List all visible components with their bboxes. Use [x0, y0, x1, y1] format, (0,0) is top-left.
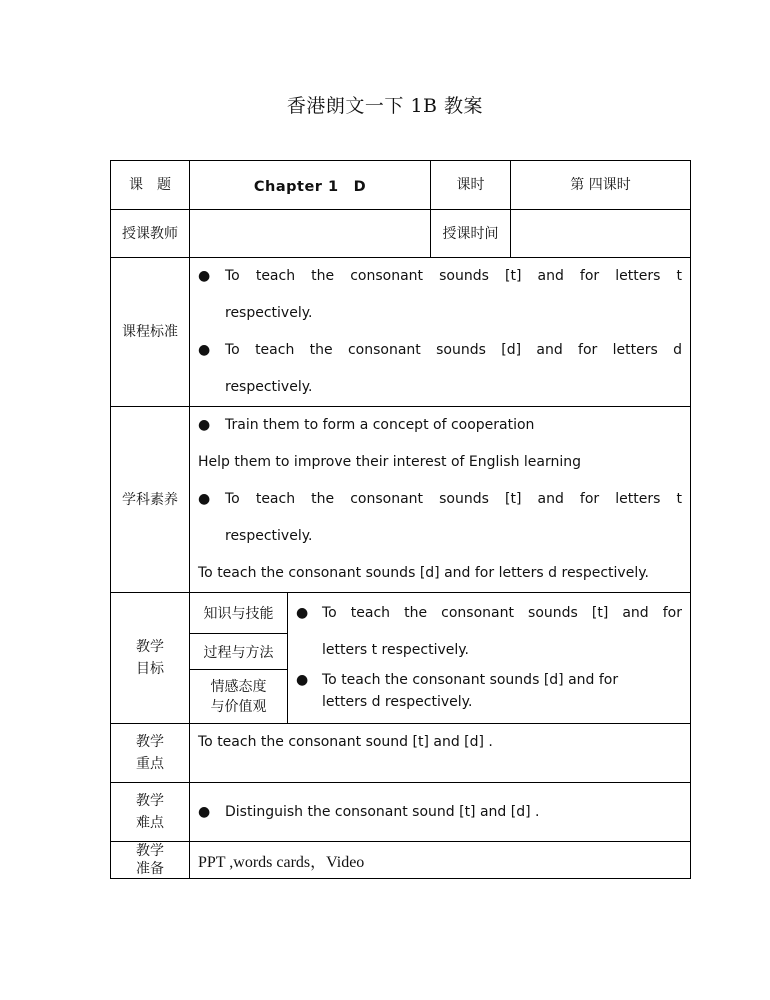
difficulties-label-line2: 难点 [136, 815, 164, 831]
hours-label: 课时 [431, 161, 511, 210]
goals-content [288, 593, 691, 724]
goal-attitude-label [190, 670, 287, 723]
standard-content [190, 258, 691, 407]
bullet-icon: ● [198, 491, 211, 507]
goal-bullet [296, 669, 682, 713]
goals-sub-labels [190, 593, 288, 724]
goals-label [111, 593, 190, 724]
literacy-label: 学科素养 [111, 407, 190, 593]
goal-attitude-label-line1: 情感态度 [210, 678, 267, 695]
topic-value: Chapter 1 D [190, 161, 431, 210]
difficulties-label [111, 783, 190, 842]
teacher-label: 授课教师 [111, 210, 190, 258]
difficulties-value: Distinguish the consonant sound [t] and [d] . [225, 804, 540, 820]
difficulties-content [190, 783, 691, 842]
time-value [511, 210, 691, 258]
goals-label-line2: 目标 [136, 661, 164, 677]
goal-bullet-1-line2: letters t respectively. [322, 642, 469, 658]
prep-label-line1: 教学 [136, 843, 164, 859]
difficulties-label-line1: 教学 [136, 793, 164, 809]
goal-bullet-1-line1: To teach the consonant sounds [t] and for [322, 605, 682, 621]
bullet-icon: ● [198, 268, 211, 284]
literacy-row [111, 407, 691, 593]
literacy-bullet [198, 407, 682, 444]
prep-label [111, 842, 190, 879]
literacy-content [190, 407, 691, 593]
document-title: 香港朗文一下 1B 教案 [286, 95, 484, 117]
key-points-label-line1: 教学 [136, 734, 164, 750]
bullet-icon: ● [296, 605, 309, 621]
standard-label: 课程标准 [111, 258, 190, 407]
goal-bullet [296, 595, 682, 669]
goals-row [111, 593, 691, 724]
standard-row [111, 258, 691, 407]
key-points-row [111, 724, 691, 783]
standard-bullet-2-line2: respectively. [225, 379, 313, 395]
key-points-label-line2: 重点 [136, 756, 164, 772]
teacher-row [111, 210, 691, 258]
goal-attitude-label-line2: 与价值观 [210, 698, 267, 715]
literacy-bullet-2-line2: respectively. [225, 528, 313, 544]
standard-bullet-1-line1: To teach the consonant sounds [t] and for letters t [225, 268, 682, 284]
difficulties-row [111, 783, 691, 842]
literacy-bullet-2-line1: To teach the consonant sounds [t] and for letters t [225, 491, 682, 507]
literacy-bullet [198, 481, 682, 555]
standard-bullet [198, 258, 682, 332]
topic-label: 课 题 [111, 161, 190, 210]
bullet-icon: ● [296, 672, 309, 688]
goal-process-label: 过程与方法 [190, 634, 287, 670]
goals-label-line1: 教学 [136, 639, 164, 655]
prep-value: PPT ,words cards，Video [190, 842, 691, 879]
lesson-plan-table [110, 160, 691, 879]
bullet-icon: ● [198, 342, 211, 358]
key-points-value: To teach the consonant sound [t] and [d] . [190, 724, 691, 783]
prep-label-line2: 准备 [136, 861, 164, 877]
goal-bullet-2-line2: letters d respectively. [322, 694, 473, 710]
standard-bullet-2-line1: To teach the consonant sounds [d] and for letters d [225, 342, 682, 358]
teacher-value [190, 210, 431, 258]
bullet-icon: ● [198, 804, 211, 820]
difficulty-bullet [198, 801, 682, 823]
literacy-plain-2: To teach the consonant sounds [d] and for letters d respectively. [198, 565, 649, 581]
literacy-bullet-1: Train them to form a concept of cooperation [225, 417, 535, 433]
topic-row [111, 161, 691, 210]
goal-bullet-2-line1: To teach the consonant sounds [d] and for [322, 672, 619, 688]
standard-bullet-1-line2: respectively. [225, 305, 313, 321]
goal-knowledge-label: 知识与技能 [190, 593, 287, 634]
key-points-label [111, 724, 190, 783]
prep-row [111, 842, 691, 879]
bullet-icon: ● [198, 417, 211, 433]
literacy-plain-1: Help them to improve their interest of English learning [198, 454, 582, 470]
hours-value: 第 四课时 [511, 161, 691, 210]
standard-bullet [198, 332, 682, 406]
time-label: 授课时间 [431, 210, 511, 258]
